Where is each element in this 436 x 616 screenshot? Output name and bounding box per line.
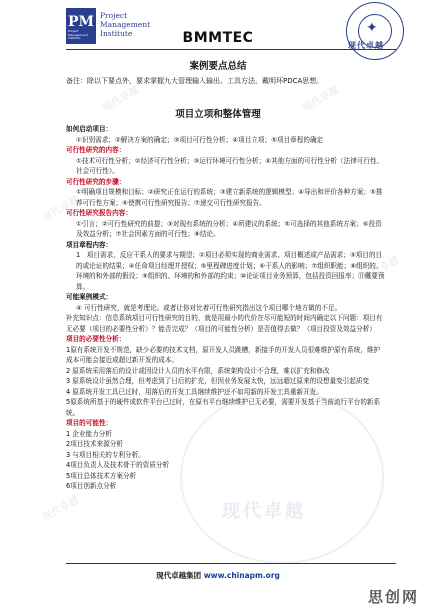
text-start: ①识别需求；②解决方案的确定；③项目可行性分析；④项目立项；⑤项目章程的确定 <box>76 135 324 144</box>
watermark: 现代卓越 <box>40 494 82 524</box>
text-charter: 1 项目需求，反应干系人的要求与期望；②项目必须实现的商业需求、项目概述或产品需求；③项目的目的或论证的结果；④任命项目经理并授权；⑤里程碑进度计划；⑥干系人的影响；⑦组织职能；⑧组织的、环境的和外部的假设；⑨组织的、环境的和外部的约束；⑩论证项目业务预算，包括投资回报率；⑪概要预算。 <box>76 251 385 291</box>
possibility-item: 6项目创新点分析 <box>66 482 117 490</box>
pmi-logo-line: Management <box>100 20 151 29</box>
heading-feas-content: 可行性研究的内容： <box>66 146 126 154</box>
pmi-logo-line: Project <box>100 11 128 20</box>
necessity-item: 3 原系统设计虽然合理，但考虑到了日后的扩充，但因业务发展太快，远远超过原来的设想量变引起质变 <box>66 377 370 385</box>
section-title: 项目立项和整体管理 <box>175 109 261 120</box>
heading-feas-steps: 可行性研究的步骤： <box>66 177 126 186</box>
heading-start: 如何启动项目： <box>66 125 113 133</box>
heading-necessity: 项目的必要性分析： <box>66 335 126 343</box>
corner-brand-watermark: 思创网 <box>368 588 420 606</box>
pmi-logo-line: Institute <box>100 29 133 38</box>
necessity-item: 1原有系统开发不规范，缺少必要的技术文档，原开发人员跳槽，新接手的开发人员很难维护原有系统，维护成本可能会接近或超过新开发的成本。 <box>66 345 381 364</box>
watermark: 现代卓越 <box>100 84 142 114</box>
heading-charter: 项目章程内容： <box>66 240 113 249</box>
necessity-item: 2 原系统采用落后的设计或因设计人员的水平有限，系统架构设计不合理，难以扩充和修改 <box>66 366 330 375</box>
possibility-item: 1 企业能力分析 <box>66 429 112 438</box>
pmi-logo-letters: PM <box>68 14 95 30</box>
necessity-item: 5原系统所基于的硬件或软件平台已过时，在原有平台继续维护已无必要，需要开发基于当前流行平台的新系统。 <box>66 398 381 417</box>
group-logo-name: 现代卓越 <box>348 41 384 50</box>
possibility-item: 2项目技术来源分析 <box>66 440 123 448</box>
header-title: BMMTEC <box>182 30 254 46</box>
watermark: 现代卓越 <box>360 254 402 284</box>
pmi-logo-subtitle: Project Management Institute <box>68 29 88 40</box>
possibility-item: 5项目总体技术方案分析 <box>66 471 137 480</box>
globe-glyph: ✦ <box>366 20 378 36</box>
footer <box>0 570 436 581</box>
text-feas-report: ①引言；②可行性研究的前提；③对现有系统的分析；④所建议的系统；⑤可选择的其他系统方案；⑥投资及效益分析；⑦社会因素方面的可行性；⑧结论。 <box>76 219 382 238</box>
necessity-item: 4 原系统开发工具已过时，用落后的开发工具继续维护还不如用新的开发工具重新开发。 <box>66 387 323 396</box>
watermark: 现代卓越 <box>40 194 82 224</box>
content-body <box>66 124 386 492</box>
note-text: 备注：除以下要点外，要求掌握九大管理输入输出、工具方法，戴明环PDCA思想。 <box>66 77 324 85</box>
heading-mode: 可能案例模式： <box>66 293 113 301</box>
footer-company: 现代卓越集团 <box>156 571 202 580</box>
text-mode: ④ 可行性研究，就是考理论。或者让你对比着可行性研究指出这个项目哪个地方做的不足。 <box>76 303 342 312</box>
possibility-item: 4项目负责人及技术骨干的资质分析 <box>66 461 170 469</box>
heading-possibility: 项目的可能性： <box>66 419 113 427</box>
text-feas-content: ①技术可行性分析；②经济可行性分析；③运行环境可行性分析；④其他方面的可行性分析（法律可行性、社会可行性）。 <box>76 156 384 175</box>
summary-title: 案例要点总结 <box>189 61 247 72</box>
text-feas-steps: ①明确项目规模和目标；②研究正在运行的系统；③建立新系统的逻辑模型；④导出和评价各种方案；⑤推荐可行性方案；⑥使携可行性研究报告；⑦递交可行性研究报告。 <box>76 188 383 207</box>
text-supplement: 补充知识点：信息系统项目可行性研究的目的，就是用最小的代价在尽可能短的时间内确定以下问题：项目有无必要（项目的必要性分析）？能否完成？（项目的可能性分析）是否值得去做？（项目投资及效益分析） <box>66 314 383 333</box>
header-divider <box>66 49 396 50</box>
footer-url-link[interactable]: www.chinapm.org <box>203 571 280 580</box>
possibility-item: 3 与项目相关的专利分析。 <box>66 450 145 459</box>
watermark: 现代卓越 <box>300 84 342 114</box>
footer-divider <box>66 563 396 564</box>
heading-feas-report: 可行性研究报告内容： <box>66 209 132 217</box>
watermark-text: 现代卓越 <box>222 501 306 522</box>
